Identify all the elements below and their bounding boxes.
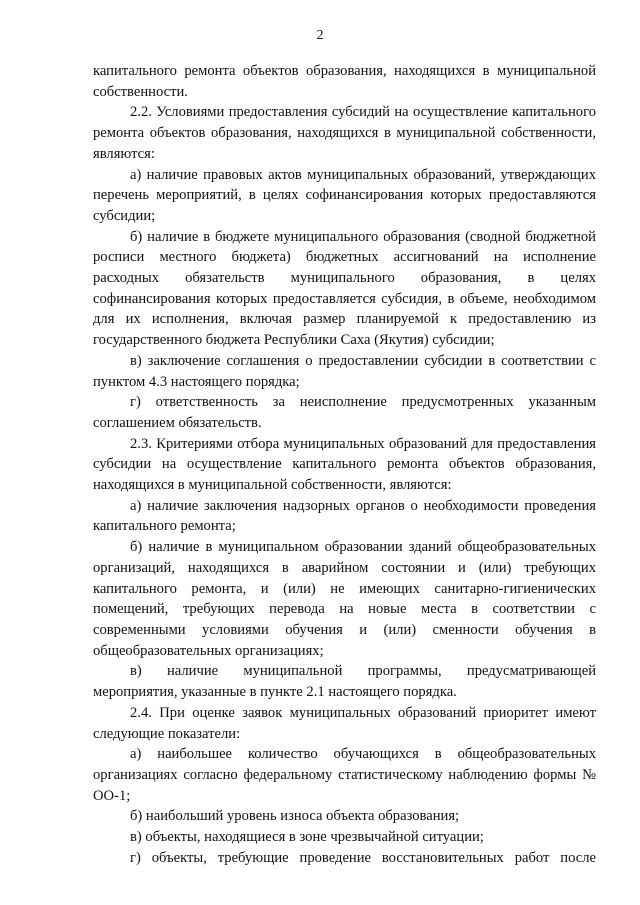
paragraph-2-4-a: а) наибольшее количество обучающихся в общеобразовательных организациях согласно федеральному статистическому наблюдению формы № ОО-1; (93, 746, 596, 804)
paragraph-2-4: 2.4. При оценке заявок муниципальных образований приоритет имеют следующие показатели: (93, 704, 596, 742)
paragraph-2-3-a: а) наличие заключения надзорных органов о необходимости проведения капитального ремонта; (93, 497, 596, 535)
paragraph-2-3-v: в) наличие муниципальной программы, предусматривающей мероприятия, указанные в пункте 2.1 настоящего порядка. (93, 663, 596, 701)
document-body (93, 61, 596, 868)
paragraph-2-4-v: в) объекты, находящиеся в зоне чрезвычайной ситуации; (130, 829, 484, 846)
paragraph-2-3: 2.3. Критериями отбора муниципальных образований для предоставления субсидии на осуществление капитального ремонта объектов образования, находящихся в муниципальной собственности, являются: (93, 435, 596, 494)
paragraph-2-2-a: а) наличие правовых актов муниципальных образований, утверждающих перечень мероприятий, в целях софинансирования которых предоставляются субсидии; (93, 166, 596, 224)
paragraph-2-4-g: г) объекты, требующие проведение восстановительных работ после (130, 849, 596, 866)
paragraph-2-2-v: в) заключение соглашения о предоставлении субсидии в соответствии с пунктом 4.3 настоящего порядка; (93, 352, 596, 390)
paragraph-2-2: 2.2. Условиями предоставления субсидий на осуществление капитального ремонта объектов образования, находящихся в муниципальной собственности, являются: (93, 104, 596, 162)
paragraph-2-2-b: б) наличие в бюджете муниципального образования (сводной бюджетной росписи местного бюджета) бюджетных ассигнований на исполнение расходных обязательств муниципального образования, в целях софинансирования которых предоставляется субсидия, в объеме, необходимом для их исполнения, включая размер планируемой к предоставлению из государственного бюджета Республики Саха (Якутия) субсидии; (93, 228, 596, 349)
paragraph-2-3-b: б) наличие в муниципальном образовании зданий общеобразовательных организаций, находящихся в аварийном состоянии и (или) требующих капитального ремонта, и (или) не имеющих санитарно-гигиенических помещений, требующих перевода на новые места в соответствии с современными условиями обучения и (или) сменности обучения в общеобразовательных организациях; (93, 539, 596, 659)
paragraph-1: капитального ремонта объектов образования, находящихся в муниципальной собственности. (93, 63, 596, 100)
page-number: 2 (316, 28, 324, 43)
paragraph-2-2-g: г) ответственность за неисполнение предусмотренных указанным соглашением обязательств. (93, 394, 596, 431)
paragraph-2-4-b: б) наибольший уровень износа объекта образования; (130, 808, 460, 825)
